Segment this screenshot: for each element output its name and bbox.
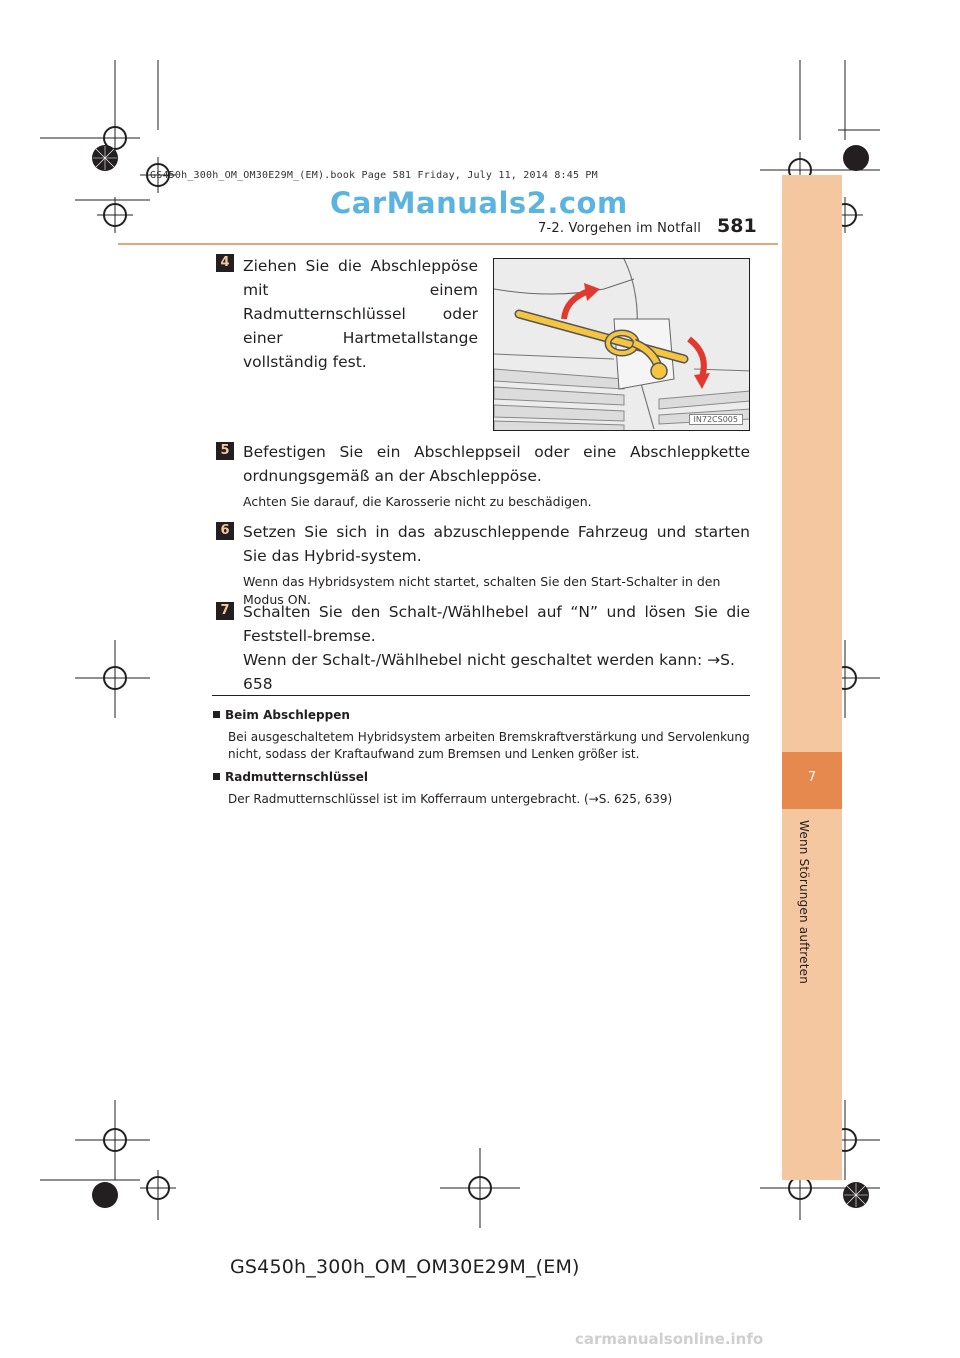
- figure-code: IN72CS005: [689, 414, 743, 425]
- step-number: 6: [216, 522, 234, 540]
- dot-mark-icon: [841, 143, 871, 173]
- dot-mark-icon: [90, 1180, 120, 1210]
- watermark-logo: CarManuals2.com: [330, 186, 628, 220]
- section-title: 7-2. Vorgehen im Notfall: [538, 221, 702, 236]
- step-text: Schalten Sie den Schalt-/Wählhebel auf “N” und lösen Sie die Feststell-bremse.: [243, 603, 750, 645]
- starburst-mark-icon: [90, 143, 120, 173]
- tow-eye-illustration: [493, 258, 750, 431]
- note-title: Radmutternschlüssel: [213, 770, 368, 784]
- page-number: 581: [717, 215, 757, 237]
- step-note: Achten Sie darauf, die Karosserie nicht zu beschädigen.: [243, 494, 592, 509]
- step-note: Wenn das Hybridsystem nicht startet, schalten Sie den Start-Schalter in den Modus ON.: [243, 574, 721, 607]
- square-bullet-icon: [213, 711, 220, 718]
- step-number: 7: [216, 602, 234, 620]
- chapter-number: 7: [807, 770, 817, 785]
- registration-target-icon: [97, 1122, 133, 1158]
- print-info-line: GS450h_300h_OM_OM30E29M_(EM).book Page 581 Friday, July 11, 2014 8:45 PM: [150, 170, 598, 181]
- step-text: Ziehen Sie die Abschleppöse mit einem Radmutternschlüssel oder einer Hartmetallstange vollständig fest.: [243, 257, 478, 371]
- document-code: GS450h_300h_OM_OM30E29M_(EM): [230, 1256, 580, 1278]
- step-number: 5: [216, 442, 234, 460]
- header-divider: [118, 243, 778, 245]
- notes-divider: [212, 695, 750, 696]
- step-number: 4: [216, 254, 234, 272]
- wrench-tightening-illustration: [494, 259, 750, 431]
- chapter-label: Wenn Störungen auftreten: [797, 820, 811, 985]
- step-text: Befestigen Sie ein Abschleppseil oder eine Abschleppkette ordnungsgemäß an der Abschleppöse.: [243, 443, 750, 485]
- chapter-tab: [782, 175, 842, 1180]
- note-body: Der Radmutternschlüssel ist im Kofferraum untergebracht. (→S. 625, 639): [228, 792, 673, 806]
- registration-target-icon: [97, 197, 133, 233]
- square-bullet-icon: [213, 773, 220, 780]
- step-text: Setzen Sie sich in das abzuschleppende Fahrzeug und starten Sie das Hybrid-system.: [243, 523, 750, 565]
- registration-target-icon: [140, 1170, 176, 1206]
- step-reference: Wenn der Schalt-/Wählhebel nicht geschaltet werden kann: →S. 658: [243, 651, 735, 693]
- registration-target-icon: [97, 660, 133, 696]
- starburst-mark-icon: [841, 1180, 871, 1210]
- bottom-watermark: carmanualsonline.info: [575, 1330, 764, 1348]
- note-title: Beim Abschleppen: [213, 708, 350, 722]
- registration-target-icon: [462, 1170, 498, 1206]
- note-body: Bei ausgeschaltetem Hybridsystem arbeiten Bremskraftverstärkung und Servolenkung nicht, sodass der Kraftaufwand zum Bremsen und Lenken größer ist.: [228, 730, 750, 761]
